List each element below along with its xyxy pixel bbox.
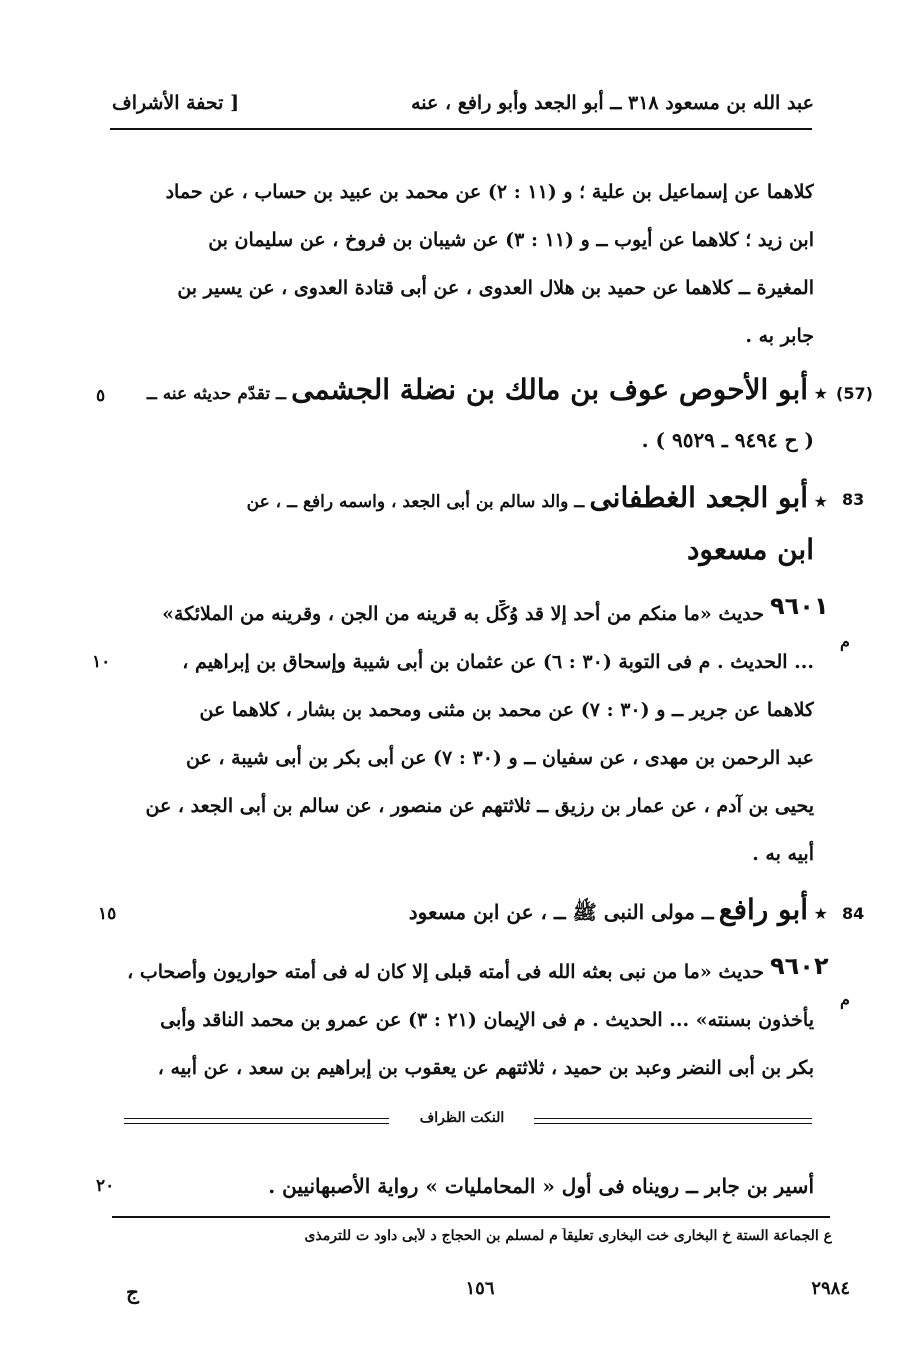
margin-line-number: ١٠ bbox=[92, 652, 111, 672]
footer-hadith-range: ٢٩٨٤ bbox=[811, 1278, 850, 1299]
entry-title: أبو الأحوص عوف بن مالك بن نضلة الجشمى bbox=[291, 373, 809, 406]
running-header-right: عبد الله بن مسعود ٣١٨ ــ أبو الجعد وأبو رافع ، عنه bbox=[411, 92, 814, 114]
entry-number: (57) bbox=[836, 384, 873, 403]
margin-line-number: ١٥ bbox=[98, 904, 117, 924]
hadith-line: بكر بن أبى النضر وعبد بن حميد ، ثلاثتهم عن يعقوب بن إبراهيم بن سعد ، عن أبيه ، bbox=[157, 1057, 814, 1079]
body-line: كلاهما عن إسماعيل بن علية ؛ و (١١ : ٢) عن محمد بن عبيد بن حساب ، عن حماد bbox=[165, 181, 814, 203]
body-line: المغيرة ــ كلاهما عن حميد بن هلال العدوى ، عن أبى قتادة العدوى ، عن يسير بن bbox=[177, 277, 814, 299]
abbreviation-key: ع الجماعة الستة خ البخارى خت البخارى تعليقاً م لمسلم بن الحجاج د لأبى داود ت للترمذى bbox=[304, 1228, 832, 1244]
entry-heading bbox=[98, 478, 828, 518]
entry-rest: ــ والد سالم بن أبى الجعد ، واسمه رافع ــ ، عن bbox=[246, 492, 585, 512]
margin-line-number: ٥ bbox=[96, 386, 106, 406]
entry-number: 83 bbox=[842, 490, 865, 509]
star-icon: ★ bbox=[808, 492, 828, 511]
entry-heading bbox=[148, 370, 828, 410]
star-icon: ★ bbox=[808, 384, 828, 403]
hadith-line: حديث «ما من نبى بعثه الله فى أمته قبلى إلا كان له فى أمته حواريون وأصحاب ، bbox=[127, 961, 764, 983]
hadith-line: ... الحديث . م فى التوبة (٣٠ : ٦) عن عثمان بن أبى شيبة وإسحاق بن إبراهيم ، bbox=[182, 651, 814, 673]
collection-mark: م bbox=[840, 632, 850, 651]
hadith-line: يحيى بن آدم ، عن عمار بن رزيق ــ ثلاثتهم عن منصور ، عن سالم بن أبى الجعد ، عن bbox=[145, 795, 814, 817]
star-icon: ★ bbox=[808, 904, 828, 923]
entry-rest: ــ تقدّم حديثه عنه ــ bbox=[146, 384, 287, 404]
hadith-number: ٩٦٠٢ bbox=[770, 952, 829, 980]
entry-heading bbox=[308, 890, 828, 930]
footer-volume: ج bbox=[126, 1280, 139, 1304]
header-rule bbox=[110, 128, 812, 130]
collection-mark: م bbox=[840, 990, 850, 1009]
running-header-left: [ تحفة الأشراف bbox=[112, 92, 240, 114]
nukat-label: النكت الظراف bbox=[419, 1110, 505, 1126]
entry-title: أبو الجعد الغطفانى bbox=[589, 481, 809, 514]
hadith-line: كلاهما عن جرير ــ و (٣٠ : ٧) عن محمد بن مثنى ومحمد بن بشار ، كلاهما عن bbox=[199, 699, 814, 721]
hadith-line: حديث «ما منكم من أحد إلا قد وُكِّل به قرينه من الجن ، وقرينه من الملائكة» bbox=[162, 603, 764, 625]
entry-heading-line2: ابن مسعود bbox=[686, 533, 814, 566]
footer-page-number: ١٥٦ bbox=[465, 1278, 495, 1299]
entry-rest: ــ مولى النبى ﷺ ــ ، عن ابن مسعود bbox=[408, 900, 714, 924]
entry-ref: ( ح ٩٤٩٤ ـ ٩٥٢٩ ) . bbox=[641, 428, 814, 452]
footnote-rule bbox=[112, 1216, 830, 1218]
nukat-rule-right bbox=[534, 1118, 812, 1124]
nukat-text: أسير بن جابر ــ رويناه فى أول « المحامليات » رواية الأصبهانيين . bbox=[268, 1174, 814, 1198]
hadith-number: ٩٦٠١ bbox=[770, 592, 829, 620]
entry-title: أبو رافع bbox=[718, 893, 809, 926]
body-line: ابن زيد ؛ كلاهما عن أيوب ــ و (١١ : ٣) عن شيبان بن فروخ ، عن سليمان بن bbox=[208, 229, 814, 251]
hadith-line: عبد الرحمن بن مهدى ، عن سفيان ــ و (٣٠ : ٧) عن أبى بكر بن أبى شيبة ، عن bbox=[185, 747, 814, 769]
body-line: جابر به . bbox=[745, 325, 814, 347]
hadith-line: أبيه به . bbox=[752, 843, 814, 865]
hadith-line: يأخذون بسنته» ... الحديث . م فى الإيمان (٢١ : ٣) عن عمرو بن محمد الناقد وأبى bbox=[160, 1009, 814, 1031]
nukat-rule-left bbox=[124, 1118, 389, 1124]
entry-number: 84 bbox=[842, 904, 865, 923]
margin-line-number: ٢٠ bbox=[96, 1176, 115, 1196]
